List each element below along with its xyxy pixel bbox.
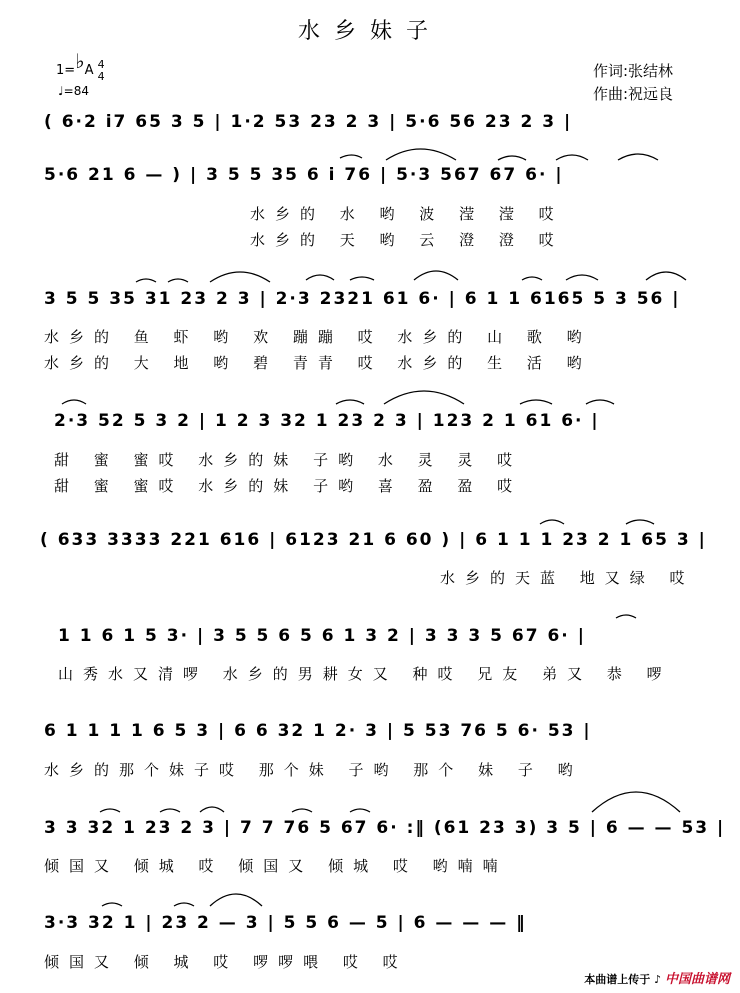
slur [160, 809, 180, 812]
composer: 作曲:祝远良 [593, 85, 674, 103]
system-6-lyric-1: 山秀水又清啰 水乡的男耕女又 种哎 兄友 弟又 恭 啰 [58, 665, 672, 683]
lyricist: 作词:张结林 [593, 62, 674, 80]
slur [616, 615, 636, 618]
slur [210, 894, 262, 906]
slur [592, 792, 680, 812]
key-note: A [84, 63, 94, 78]
system-6-notes: 1 1 6 1 5 3· | 3 5 5 6 5 6 1 3 2 | 3 3 3 5 67 6· | [58, 626, 586, 646]
music-note-icon: ♪ [654, 973, 662, 986]
slur [210, 272, 270, 282]
slur [386, 149, 456, 160]
tempo-marking: ♩=84 [58, 84, 89, 98]
slur [174, 903, 194, 906]
system-7-notes: 6 1 1 1 1 6 5 3 | 6 6 32 1 2· 3 | 5 53 76 5 6· 53 | [44, 721, 592, 741]
slur [414, 271, 458, 280]
key-label: 1= [56, 63, 76, 78]
slur [626, 520, 654, 524]
slur [292, 809, 312, 812]
slur [618, 154, 658, 160]
slur [136, 279, 156, 282]
system-9-notes: 3·3 32 1 | 23 2 — 3 | 5 5 6 — 5 | 6 — — — ‖ [44, 913, 527, 933]
system-4-lyric-1: 甜 蜜 蜜哎 水乡的妹 子哟 水 灵 灵 哎 [54, 451, 523, 469]
slur [384, 391, 464, 404]
system-3-notes: 3 5 5 35 31 23 2 3 | 2·3 2321 61 6· | 6 1 1 6165 5 3 56 | [44, 289, 681, 309]
slur [306, 275, 334, 280]
system-8-lyric-1: 倾国又 倾城 哎 倾国又 倾城 哎 哟喃喃 [44, 857, 508, 875]
system-5-lyric-1: 水乡的天蓝 地又绿 哎 [440, 569, 695, 587]
system-3-lyric-2: 水乡的 大 地 哟 碧 青青 哎 水乡的 生 活 哟 [44, 354, 592, 372]
system-8-notes: 3 3 32 1 23 2 3 | 7 7 76 5 67 6· :‖ (61 23 3) 3 5 | 6 — — 53 | [44, 818, 726, 838]
footer-watermark [584, 968, 730, 987]
slur [522, 277, 542, 280]
system-2-lyric-2: 水乡的 天 哟 云 澄 澄 哎 [250, 231, 564, 249]
slur [586, 400, 614, 404]
slur [336, 400, 364, 404]
slur [168, 279, 188, 282]
system-7-lyric-1: 水乡的那个妹子哎 那个妹 子哟 那个 妹 子 哟 [44, 761, 583, 779]
system-4-notes: 2·3 52 5 3 2 | 1 2 3 32 1 23 2 3 | 123 2 1 61 6· | [54, 411, 600, 431]
slur [102, 903, 122, 906]
slur [100, 809, 120, 812]
brand-name: 中国曲谱网 [664, 972, 730, 987]
slur [540, 520, 564, 524]
system-9-lyric-1: 倾国又 倾 城 哎 啰啰喂 哎 哎 [44, 953, 408, 971]
system-5-notes: ( 633 3333 221 616 | 6123 21 6 60 ) | 6 1 1 1 23 2 1 65 3 | [40, 530, 707, 550]
slur [350, 809, 370, 812]
flat-symbol: ♭ [75, 49, 85, 73]
slur [646, 272, 686, 280]
slur [498, 156, 526, 160]
system-2-lyric-1: 水乡的 水 哟 波 滢 滢 哎 [250, 205, 564, 223]
upload-text: 本曲谱上传于 [584, 973, 651, 986]
slur [566, 275, 598, 280]
slur [556, 155, 588, 160]
system-3-lyric-1: 水乡的 鱼 虾 哟 欢 蹦蹦 哎 水乡的 山 歌 哟 [44, 328, 592, 346]
slur [520, 400, 552, 404]
system-1-notes: ( 6·2 i7 65 3 5 | 1·2 53 23 2 3 | 5·6 56 23 2 3 | [44, 112, 573, 132]
system-2-notes: 5·6 21 6 — ) | 3 5 5 35 6 i 76 | 5·3 567 67 6· | [44, 165, 564, 185]
slur [340, 155, 362, 158]
system-4-lyric-2: 甜 蜜 蜜哎 水乡的妹 子哟 喜 盈 盈 哎 [54, 477, 523, 495]
slur [62, 400, 86, 404]
slur [350, 277, 374, 280]
song-title: 水乡妹子 [297, 19, 442, 44]
slur [200, 807, 224, 812]
time-signature: 4 4 [97, 57, 105, 83]
